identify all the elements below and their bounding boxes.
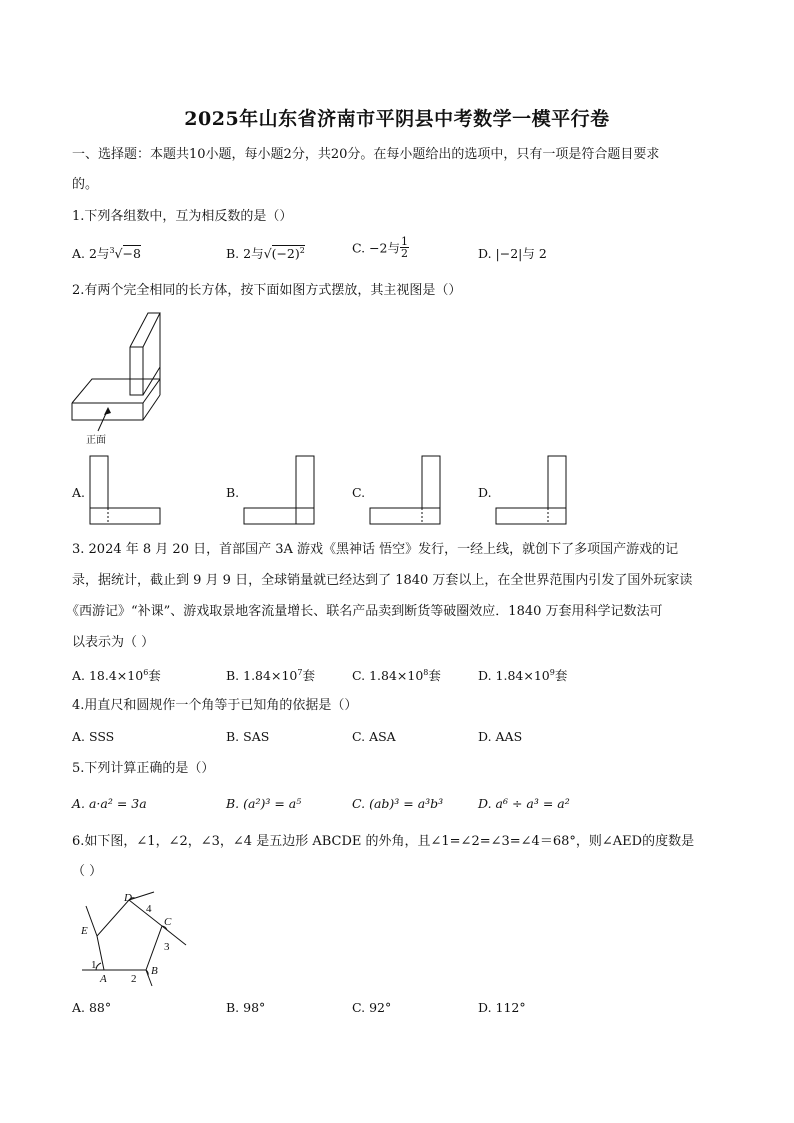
q6-line-2: （ ）: [72, 864, 103, 879]
pentagon-abcde: [97, 900, 162, 970]
q3-option-a: A. $18.4\times 10^6$套: [72, 667, 161, 683]
angle-1-arc: [96, 963, 101, 970]
q5-option-d: D. a⁶ ÷ a³ = a²: [478, 796, 570, 811]
q2-option-c: C.: [352, 485, 366, 500]
q1-option-b: B. 2与$√(-2)^2$: [226, 245, 305, 261]
q2-cuboid-figure: [68, 305, 168, 445]
q1-stem: 1.下列各组数中，互为相反数的是（）: [72, 209, 293, 224]
q3-line-1: 3. 2024 年 8 月 20 日，首部国产 3A 游戏《黑神话 悟空》发行，一经上线，就创下了多项国产游戏的记: [72, 542, 679, 557]
q3-line-2: 录，据统计，截止到 9 月 9 日，全球销量就已经达到了 1840 万套以上，在全世界范围内引发了国外玩家读: [72, 573, 693, 588]
front-label: 正面: [86, 435, 106, 446]
arrow-head: [104, 407, 111, 415]
q2-view-c: [368, 455, 444, 525]
label-b: B: [151, 965, 158, 977]
label-angle-3: 3: [164, 941, 170, 953]
label-a: A: [100, 973, 107, 985]
label-d: D: [124, 892, 132, 904]
q4-option-d: D. AAS: [478, 729, 523, 744]
q6-option-b: B. 98°: [226, 1000, 266, 1015]
extension-cd: [129, 892, 154, 900]
q3-line-4: 以表示为（ ）: [72, 635, 155, 650]
q2-view-b: [242, 455, 318, 525]
section-heading: 一、选择题：本题共10小题，每小题2分，共20分。在每小题给出的选项中，只有一项是符合题目要求: [72, 147, 660, 162]
section-heading-cont: 的。: [72, 177, 99, 192]
q5-option-a: A. a·a² = 3a: [72, 796, 147, 811]
label-angle-2: 2: [131, 973, 137, 985]
q3-option-b: B. $1.84\times 10^7$套: [226, 667, 315, 683]
q4-stem: 4.用直尺和圆规作一个角等于已知角的依据是（）: [72, 698, 358, 713]
q1-option-a: A. 2与$^3$√−8: [72, 245, 141, 261]
label-angle-4: 4: [146, 903, 152, 915]
q2-option-d: D.: [478, 485, 492, 500]
q4-option-a: A. SSS: [72, 729, 115, 744]
q6-option-a: A. 88°: [72, 1000, 112, 1015]
q4-option-c: C. ASA: [352, 729, 396, 744]
cube-root-index: 3: [109, 245, 115, 255]
q5-option-b: B. (a²)³ = a⁵: [226, 796, 302, 811]
q6-option-c: C. 92°: [352, 1000, 392, 1015]
q5-stem: 5.下列计算正确的是（）: [72, 761, 215, 776]
q6-line-1: 6.如下图，∠1，∠2，∠3，∠4 是五边形 ABCDE 的外角，且∠1=∠2=∠3=∠4＝68°，则∠AED的度数是: [72, 834, 695, 849]
label-e: E: [81, 925, 88, 937]
q1-option-c: C. −2与 $\frac{1}{2}$: [352, 235, 408, 260]
q2-view-d: [494, 455, 570, 525]
label-angle-1: 1: [91, 959, 97, 971]
q5-option-c: C. (ab)³ = a³b³: [352, 796, 444, 811]
q3-option-c: C. $1.84\times 10^8$套: [352, 667, 441, 683]
q2-option-b: B.: [226, 485, 240, 500]
q2-option-a: A.: [72, 485, 86, 500]
tall-box-front: [130, 347, 143, 395]
label-c: C: [164, 916, 172, 928]
q2-view-a: [88, 455, 162, 525]
q1-option-d: D. |−2|与 2: [478, 246, 547, 261]
q3-option-d: D. $1.84\times 10^9$套: [478, 667, 568, 683]
fraction-one-half: $\frac{1}{2}$: [401, 235, 408, 260]
page-title: 2025年山东省济南市平阴县中考数学一模平行卷: [184, 108, 610, 130]
q6-pentagon-figure: [74, 888, 190, 988]
q3-line-3: 《西游记》“补课”、游戏取景地客流量增长、联名产品卖到断货等破圈效应．1840 万套用科学记数法可: [66, 604, 663, 619]
tall-box-top: [130, 313, 160, 347]
q2-stem: 2.有两个完全相同的长方体，按下面如图方式摆放，其主视图是（）: [72, 283, 462, 298]
q6-option-d: D. 112°: [478, 1000, 526, 1015]
q4-option-b: B. SAS: [226, 729, 270, 744]
